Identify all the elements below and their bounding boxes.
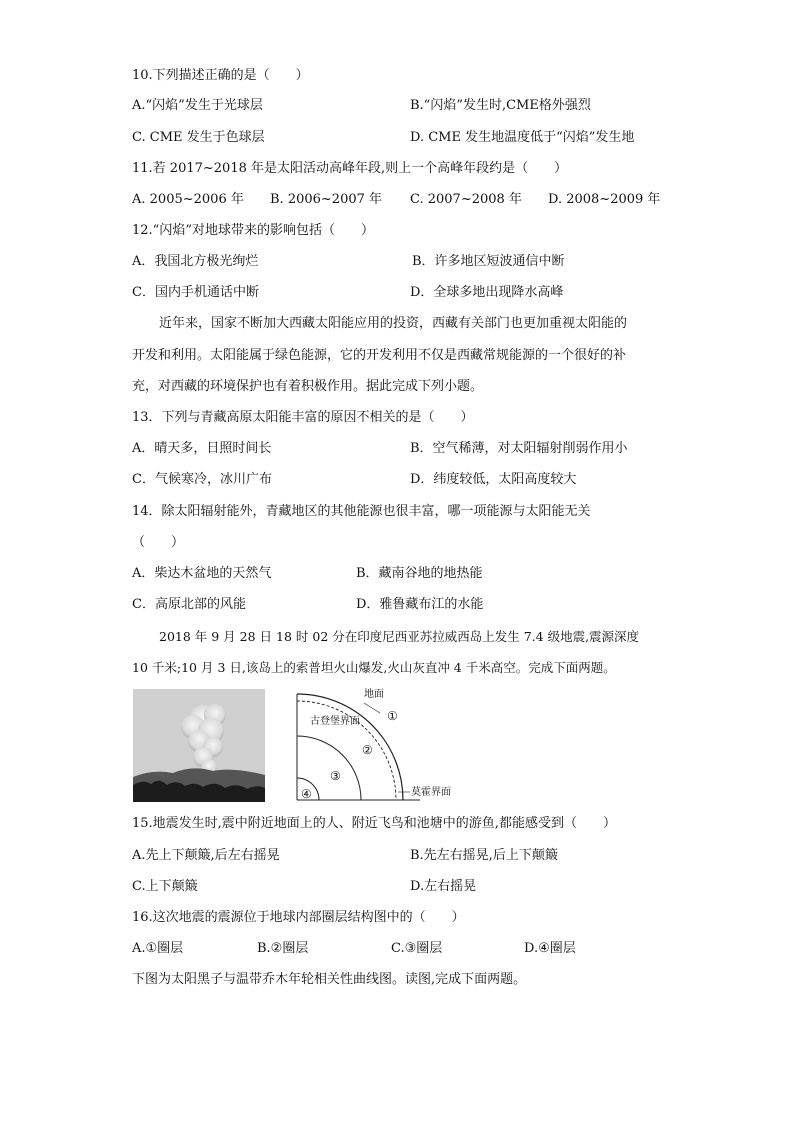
- question-14-stem-bracket: （ ）: [132, 535, 185, 550]
- question-16-option-a: A.①圈层: [132, 941, 184, 956]
- volcano-eruption-photo: [133, 689, 265, 802]
- question-11-option-c: C. 2007~2008 年: [410, 192, 522, 207]
- question-10-stem: 10.下列描述正确的是（ ）: [132, 68, 309, 83]
- question-15-option-b: B.先左右摇晃,后上下颠簸: [410, 848, 558, 863]
- question-10-option-c: C. CME 发生于色球层: [132, 130, 265, 145]
- question-12-option-a: A．我国北方极光绚烂: [132, 254, 259, 269]
- question-10-option-d: D. CME 发生地温度低于“闪焰”发生地: [410, 130, 635, 145]
- question-10-option-a: A.“闪焰”发生于光球层: [132, 98, 263, 113]
- question-13-option-a: A．晴天多，日照时间长: [132, 441, 272, 456]
- next-figure-intro: 下图为太阳黑子与温带乔木年轮相关性曲线图。读图,完成下面两题。: [132, 972, 527, 987]
- layer-4-marker: ④: [301, 787, 312, 801]
- question-11-option-d: D. 2008~2009 年: [548, 192, 661, 207]
- question-13-option-c: C．气候寒冷，冰川广布: [132, 472, 272, 487]
- question-16-option-c: C.③圈层: [391, 941, 443, 956]
- question-13-option-d: D．纬度较低，太阳高度较大: [410, 472, 577, 487]
- question-15-stem: 15.地震发生时,震中附近地面上的人、附近飞鸟和池塘中的游鱼,都能感受到（ ）: [132, 816, 616, 831]
- layer-3-marker: ③: [330, 769, 341, 783]
- question-15-option-a: A.先上下颠簸,后左右摇晃: [132, 848, 280, 863]
- layer-2-marker: ②: [362, 743, 373, 757]
- passage-1-line-1: 近年来，国家不断加大西藏太阳能应用的投资，西藏有关部门也更加重视太阳能的: [159, 316, 628, 331]
- question-14-option-a: A．柴达木盆地的天然气: [132, 566, 272, 581]
- question-16-stem: 16.这次地震的震源位于地球内部圈层结构图中的（ ）: [132, 910, 465, 925]
- question-16-option-d: D.④圈层: [524, 941, 576, 956]
- question-14-option-c: C．高原北部的风能: [132, 597, 246, 612]
- question-12-option-c: C．国内手机通话中断: [132, 285, 259, 300]
- passage-1-line-3: 充，对西藏的环境保护也有着积极作用。据此完成下列小题。: [132, 379, 484, 394]
- passage-2-line-1: 2018 年 9 月 28 日 18 时 02 分在印度尼西亚苏拉威西岛上发生 7.4 级地震,震源深度: [159, 629, 640, 644]
- question-14-option-b: B．藏南谷地的地热能: [356, 566, 483, 581]
- question-12-stem: 12.“闪焰”对地球带来的影响包括（ ）: [132, 223, 374, 238]
- question-14-stem: 14．除太阳辐射能外，青藏地区的其他能源也很丰富，哪一项能源与太阳能无关: [132, 504, 591, 519]
- label-gutenberg: 古登堡界面: [310, 716, 360, 727]
- label-moho: 莫霍界面: [411, 787, 451, 798]
- question-11-stem: 11.若 2017~2018 年是太阳活动高峰年段,则上一个高峰年段约是（ ）: [132, 161, 568, 176]
- question-15-option-c: C.上下颠簸: [132, 879, 198, 894]
- label-surface: 地面: [364, 689, 384, 700]
- question-16-option-b: B.②圈层: [257, 941, 309, 956]
- passage-2-line-2: 10 千米;10 月 3 日,该岛上的索普坦火山爆发,火山灰直冲 4 千米高空。完成下面两题。: [132, 660, 616, 675]
- question-12-option-d: D．全球多地出现降水高峰: [410, 285, 564, 300]
- question-10-option-b: B.“闪焰”发生时,CME格外强烈: [410, 98, 591, 113]
- question-11-option-a: A. 2005~2006 年: [132, 192, 244, 207]
- question-13-option-b: B．空气稀薄，对太阳辐射削弱作用小: [410, 441, 628, 456]
- layer-1-marker: ①: [387, 709, 398, 723]
- question-14-option-d: D．雅鲁藏布江的水能: [356, 597, 484, 612]
- passage-1-line-2: 开发和利用。太阳能属于绿色能源，它的开发利用不仅是西藏常规能源的一个很好的补: [132, 348, 627, 363]
- question-15-option-d: D.左右摇晃: [410, 879, 477, 894]
- question-13-stem: 13．下列与青藏高原太阳能丰富的原因不相关的是（ ）: [132, 410, 474, 425]
- question-11-option-b: B. 2006~2007 年: [270, 192, 383, 207]
- question-12-option-b: B．许多地区短波通信中断: [412, 254, 565, 269]
